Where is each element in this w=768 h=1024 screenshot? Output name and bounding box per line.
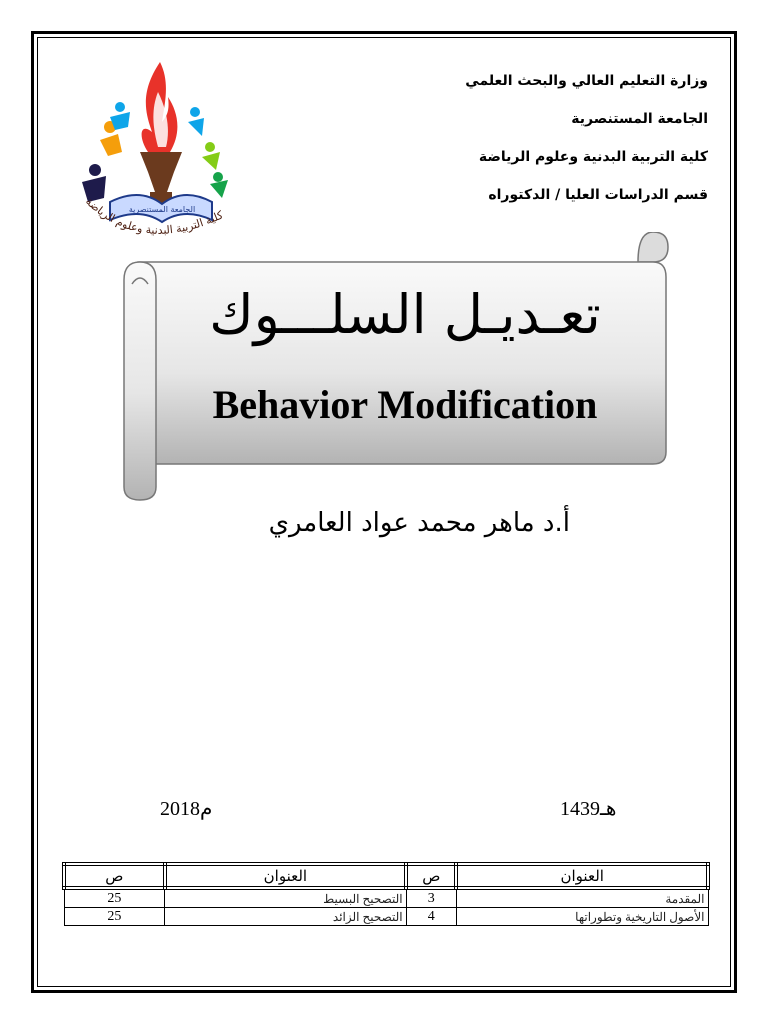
table-row: [64, 908, 708, 926]
toc-entry-page: 3: [406, 888, 456, 908]
toc-header-row: [64, 864, 708, 888]
department-name: قسم الدراسات العليا / الدكتوراه: [488, 187, 708, 203]
logo-book-text: الجامعة المستنصرية: [128, 205, 196, 214]
title-english: Behavior Modification: [212, 382, 598, 427]
college-logo: [70, 52, 240, 242]
toc-entry-page: 4: [406, 908, 456, 926]
institution-header: [368, 72, 708, 224]
gregorian-year: 2018م: [160, 798, 213, 820]
toc-header-title-left: العنوان: [165, 864, 407, 888]
toc-entry-page: 25: [64, 888, 165, 908]
title-scroll-banner: [118, 232, 670, 502]
logo-arc-text: كلية التربية البدنية وعلوم الرياضة: [82, 194, 226, 237]
toc-entry-title: التصحيح البسيط: [165, 888, 407, 908]
author-name: أ.د ماهر محمد عواد العامري: [268, 508, 570, 538]
university-name: الجامعة المستنصرية: [571, 111, 708, 127]
toc-entry-page: 25: [64, 908, 165, 926]
toc-entry-title: التصحيح الزائد: [165, 908, 407, 926]
toc-entry-title: الأصول التاريخية وتطوراتها: [456, 908, 708, 926]
table-row: [64, 888, 708, 908]
torch-icon: [140, 152, 182, 192]
college-name: كلية التربية البدنية وعلوم الرياضة: [478, 149, 708, 165]
toc-header-page-right: ص: [406, 864, 456, 888]
table-of-contents: [62, 862, 710, 926]
hijri-year: 1439هـ: [560, 798, 617, 820]
title-arabic: تعـديـل السلـــوك: [209, 283, 601, 346]
toc-entry-title: المقدمة: [456, 888, 708, 908]
toc-header-title-right: العنوان: [456, 864, 708, 888]
ministry-name: وزارة التعليم العالي والبحث العلمي: [465, 73, 708, 89]
toc-header-page-left: ص: [64, 864, 165, 888]
